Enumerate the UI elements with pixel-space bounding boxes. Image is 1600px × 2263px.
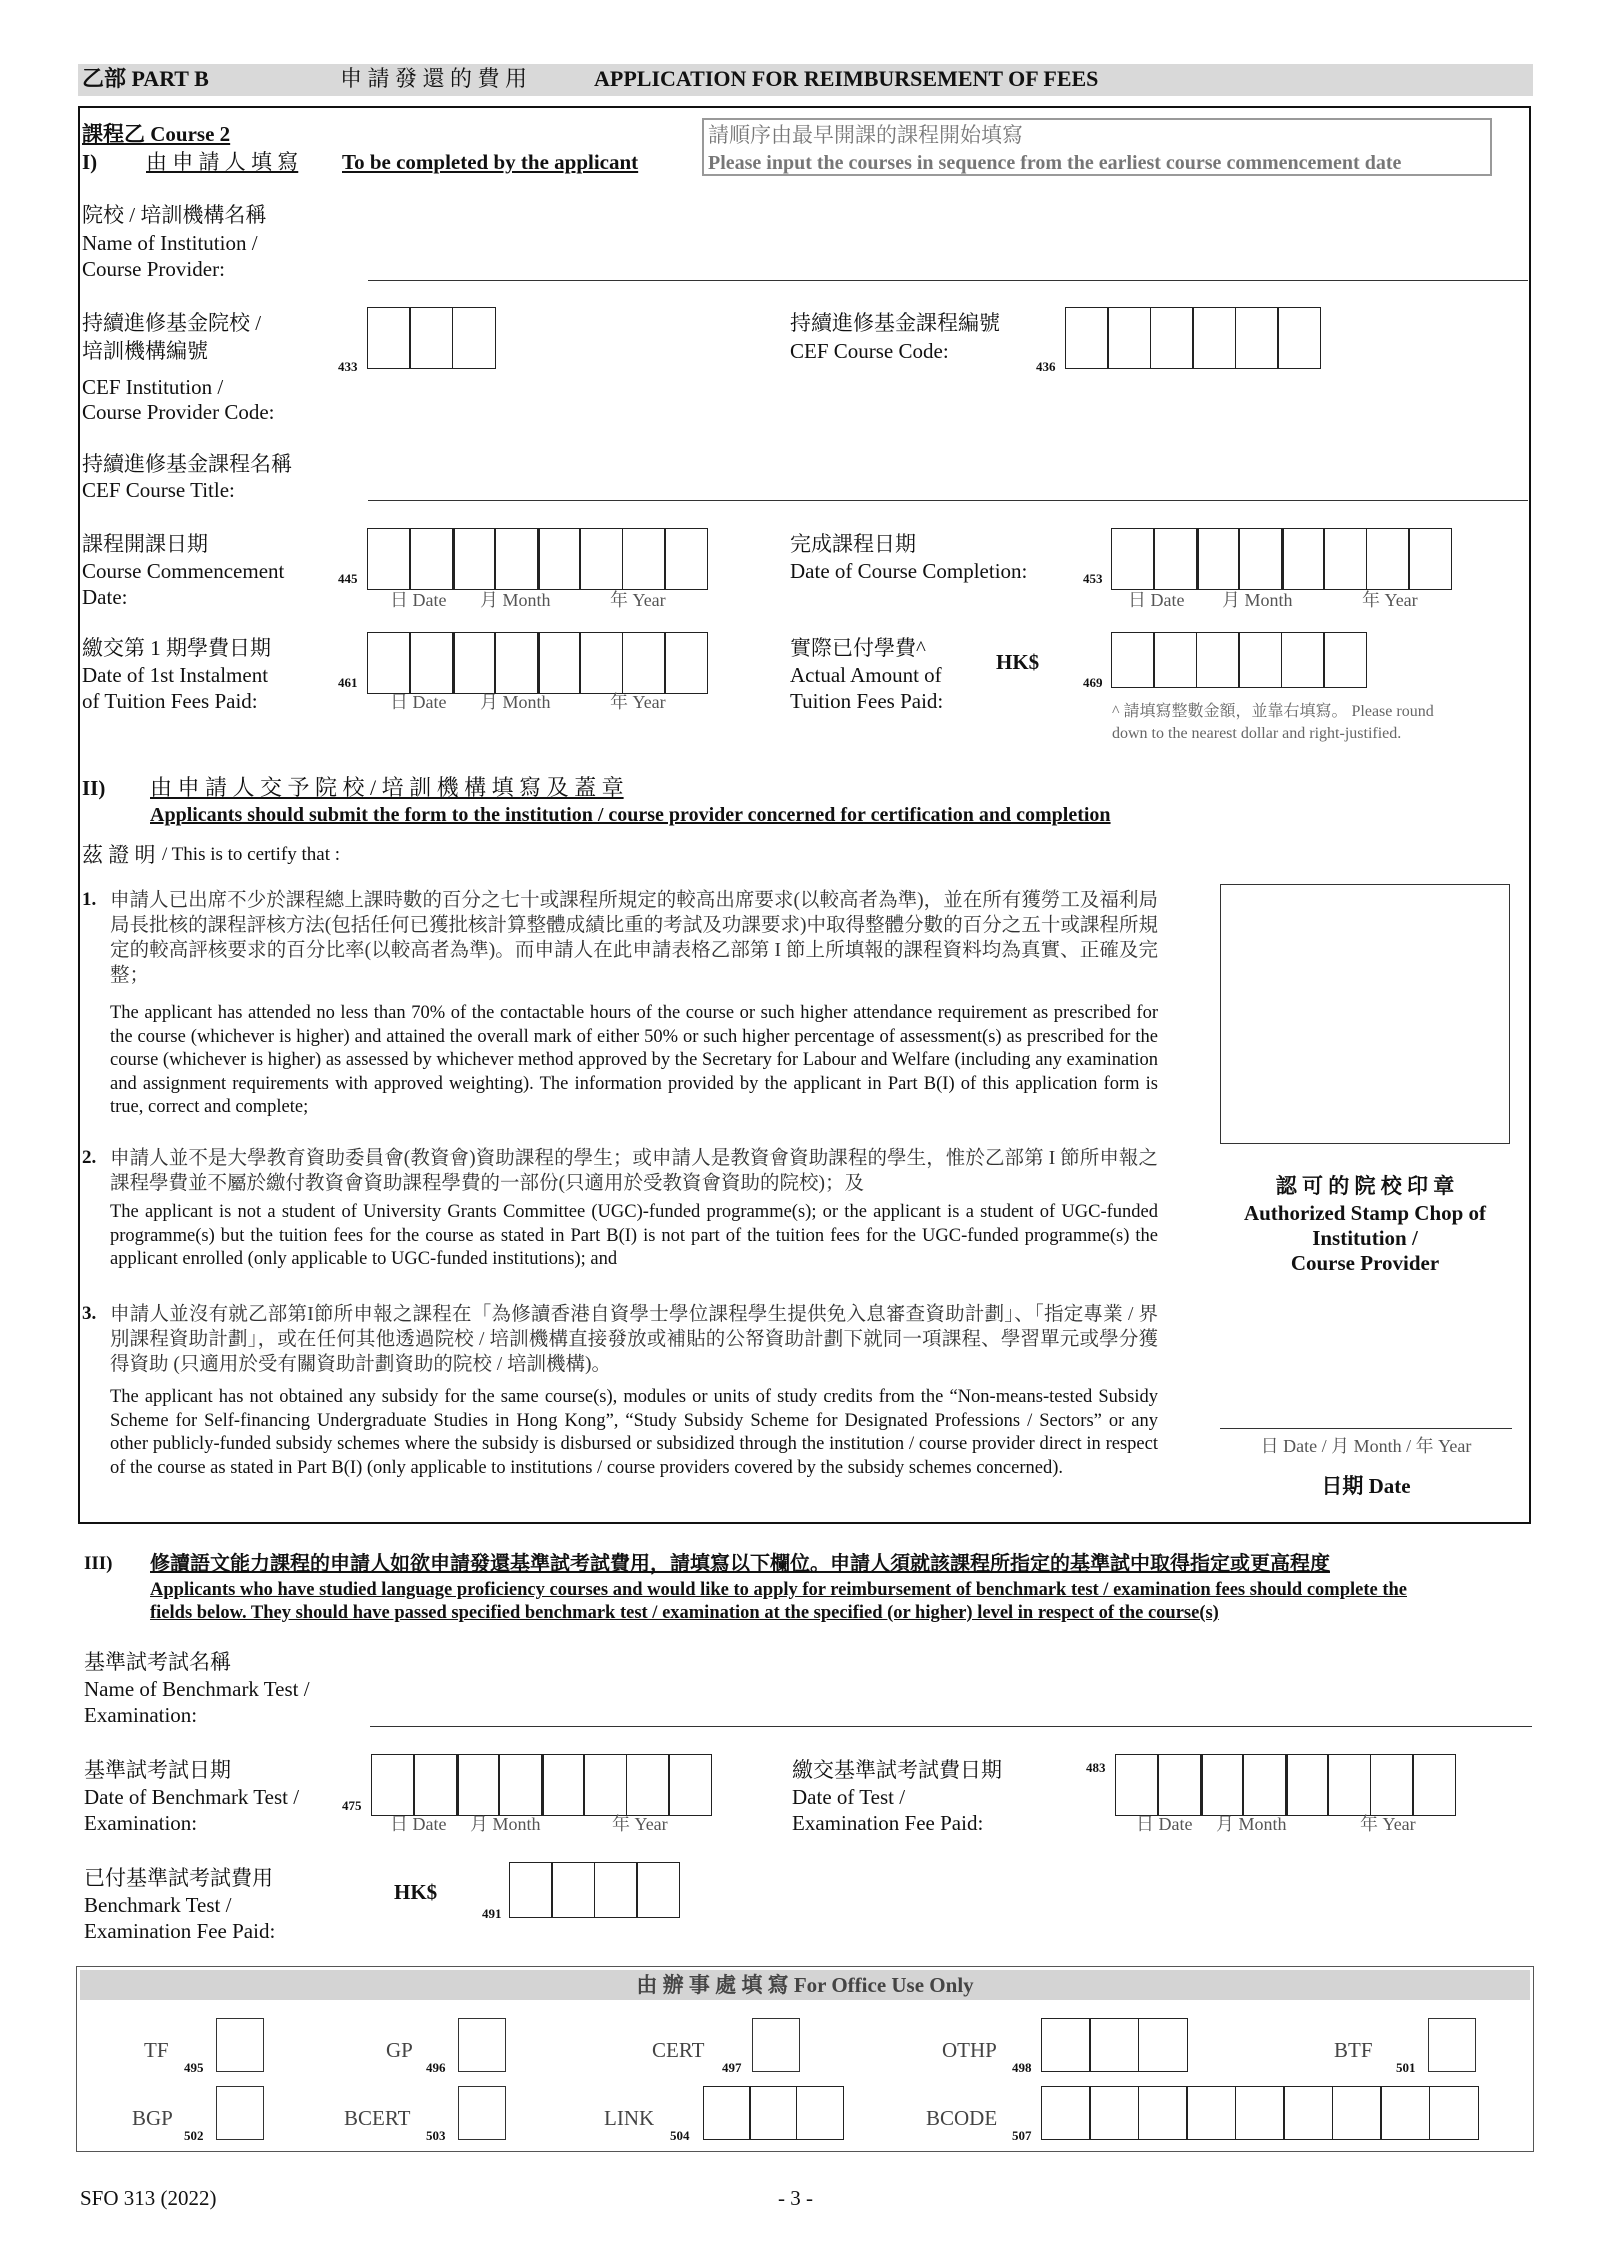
fee-date-field-code: 483 bbox=[1086, 1760, 1106, 1775]
cef-inst-en2: Course Provider Code: bbox=[82, 400, 275, 424]
section1-num: I) bbox=[82, 150, 98, 174]
fee-date-en2: Examination Fee Paid: bbox=[792, 1811, 984, 1835]
item-3-zh: 申請人並沒有就乙部第I節所申報之課程在「為修讀香港自資學士學位課程學生提供免入息審查資助計劃」、「指定專業 / 界別課程資助計劃」，或在任何其他透過院校 / 培訓機構直接發放或補貼的公帑資助計劃下就同一項課程、學習單元或學分獲得資助 (只適用於受有關資助計劃資助的院校 / 培訓機構)。 bbox=[110, 1304, 1158, 1375]
test-name-zh: 基準試考試名稱 bbox=[84, 1650, 231, 1674]
fee-paid-hkd: HK$ bbox=[394, 1880, 438, 1904]
form-number: SFO 313 (2022) bbox=[80, 2186, 217, 2210]
actual-en1: Actual Amount of bbox=[790, 663, 942, 687]
stamp-en1: Authorized Stamp Chop of bbox=[1243, 1201, 1487, 1225]
office-tf-label: TF bbox=[144, 2038, 169, 2062]
institution-name-en1: Name of Institution / bbox=[82, 231, 258, 255]
office-title: 由 辦 事 處 填 寫 For Office Use Only bbox=[636, 1973, 974, 1997]
cef-inst-code-boxes[interactable] bbox=[368, 307, 496, 369]
instalment-en1: Date of 1st Instalment bbox=[82, 663, 269, 687]
office-cert-label: CERT bbox=[652, 2038, 705, 2062]
test-month-label: 月 Month bbox=[470, 1814, 541, 1834]
office-cert-box[interactable] bbox=[752, 2018, 800, 2072]
test-date-en2: Examination: bbox=[84, 1811, 198, 1835]
sign-date-line: 日 Date / 月 Month / 年 Year bbox=[1260, 1436, 1472, 1456]
section2-title-en: Applicants should submit the form to the institution / course provider concerned for certification and completion bbox=[150, 804, 1111, 826]
completion-date-boxes[interactable] bbox=[1112, 528, 1452, 590]
office-btf-code: 501 bbox=[1396, 2060, 1416, 2075]
item-2-en: The applicant is not a student of University Grants Committee (UGC)-funded programme(s); or the applicant is a student of UGC-funded programme(s) but the tuition fees for the course as stated in Part B(I) is not part of the tuition fees for the UGC-funded programme(s) the applicant enrolled (only applicable to UGC-funded institutions); and bbox=[110, 1202, 1158, 1269]
commence-day-label: 日 Date bbox=[390, 590, 447, 610]
instalment-day-label: 日 Date bbox=[390, 692, 447, 712]
office-tf-box[interactable] bbox=[216, 2018, 264, 2072]
test-date-en1: Date of Benchmark Test / bbox=[84, 1785, 300, 1809]
commence-zh: 課程開課日期 bbox=[82, 532, 208, 556]
office-bgp-code: 502 bbox=[184, 2128, 204, 2143]
commence-field-code: 445 bbox=[338, 571, 358, 586]
cef-inst-field-code: 433 bbox=[338, 359, 358, 374]
office-btf-label: BTF bbox=[1334, 2038, 1373, 2062]
instalment-field-code: 461 bbox=[338, 675, 358, 690]
actual-en2: Tuition Fees Paid: bbox=[790, 689, 944, 713]
notice-en: Please input the courses in sequence from the earliest course commencement date bbox=[708, 152, 1402, 174]
commence-month-label: 月 Month bbox=[480, 590, 551, 610]
section1-title-en: To be completed by the applicant bbox=[342, 150, 639, 174]
office-link-label: LINK bbox=[604, 2106, 655, 2130]
actual-hkd: HK$ bbox=[996, 650, 1040, 674]
office-othp-boxes[interactable] bbox=[1042, 2018, 1188, 2072]
fee-year-label: 年 Year bbox=[1360, 1814, 1416, 1834]
page-number: - 3 - bbox=[778, 2186, 813, 2210]
office-gp-box[interactable] bbox=[458, 2018, 506, 2072]
fee-paid-field-code: 491 bbox=[482, 1906, 502, 1921]
header-title-zh: 申 請 發 還 的 費 用 bbox=[340, 66, 528, 91]
office-bgp-box[interactable] bbox=[216, 2086, 264, 2140]
section2-num: II) bbox=[82, 776, 106, 800]
item-3-en: The applicant has not obtained any subsidy for the same course(s), modules or units of study credits from the “Non-means-tested Subsidy Scheme for Self-financing Undergraduate Studies in Hong Kong”, “Study Subsidy Scheme for Designated Professions / Sectors” or any other publicly-funded subsidy schemes where the subsidy is disbursed or subsidized through the institution / course provider direct in respect of the course as stated in Part B(I) (only applicable to institutions / course providers covered by the subsidy schemes concerned). bbox=[110, 1387, 1158, 1478]
test-date-field-code: 475 bbox=[342, 1798, 362, 1813]
office-bcode-label: BCODE bbox=[926, 2106, 998, 2130]
institution-name-input[interactable] bbox=[368, 280, 1528, 281]
item-1-num: 1. bbox=[82, 889, 97, 910]
commence-date-boxes[interactable] bbox=[368, 528, 708, 590]
office-btf-box[interactable] bbox=[1428, 2018, 1476, 2072]
test-name-en2: Examination: bbox=[84, 1703, 198, 1727]
cef-inst-zh1: 持續進修基金院校 / bbox=[82, 311, 262, 335]
cef-course-code-zh: 持續進修基金課程編號 bbox=[790, 311, 1000, 335]
cef-course-code-boxes[interactable] bbox=[1066, 307, 1321, 369]
office-bcert-code: 503 bbox=[426, 2128, 446, 2143]
stamp-en2: Institution / bbox=[1312, 1226, 1418, 1250]
fee-date-en1: Date of Test / bbox=[792, 1785, 906, 1809]
fee-date-boxes[interactable] bbox=[1116, 1754, 1456, 1816]
instalment-date-boxes[interactable] bbox=[368, 632, 708, 694]
actual-field-code: 469 bbox=[1083, 675, 1103, 690]
fee-paid-en1: Benchmark Test / bbox=[84, 1893, 232, 1917]
section3-num: III) bbox=[84, 1553, 113, 1574]
stamp-box[interactable] bbox=[1220, 884, 1510, 1144]
round-note-2: down to the nearest dollar and right-justified. bbox=[1112, 725, 1402, 742]
section1-title-zh: 由 申 請 人 填 寫 bbox=[146, 150, 299, 174]
cef-course-code-en: CEF Course Code: bbox=[790, 339, 949, 363]
fee-paid-zh: 已付基準試考試費用 bbox=[84, 1866, 273, 1890]
instalment-zh: 繳交第 1 期學費日期 bbox=[82, 636, 271, 660]
certify-zh: 茲 證 明 bbox=[82, 843, 156, 867]
commence-en1: Course Commencement bbox=[82, 559, 285, 583]
fee-paid-en2: Examination Fee Paid: bbox=[84, 1919, 276, 1943]
completion-en: Date of Course Completion: bbox=[790, 559, 1028, 583]
sign-date-label: 日期 Date bbox=[1321, 1474, 1411, 1498]
completion-field-code: 453 bbox=[1083, 571, 1103, 586]
actual-zh: 實際已付學費^ bbox=[790, 636, 926, 660]
instalment-month-label: 月 Month bbox=[480, 692, 551, 712]
office-othp-label: OTHP bbox=[942, 2038, 997, 2062]
test-name-en1: Name of Benchmark Test / bbox=[84, 1677, 310, 1701]
item-2-num: 2. bbox=[82, 1147, 97, 1168]
office-link-boxes[interactable] bbox=[704, 2086, 844, 2140]
office-bcode-boxes[interactable] bbox=[1042, 2086, 1479, 2140]
stamp-zh: 認 可 的 院 校 印 章 bbox=[1275, 1174, 1455, 1198]
item-3-num: 3. bbox=[82, 1303, 97, 1324]
part-label: 乙部 PART B bbox=[82, 66, 209, 91]
office-othp-code: 498 bbox=[1012, 2060, 1032, 2075]
section3-title-en2: fields below. They should have passed specified benchmark test / examination at the specified (or higher) level in respect of the course(s) bbox=[150, 1603, 1219, 1623]
item-2-zh: 申請人並不是大學教育資助委員會(教資會)資助課程的學生；或申請人是教資會資助課程的學生，惟於乙部第 I 節所申報之課程學費並不屬於繳付教資會資助課程學費的一部份(只適用於受教資會資助的院校)；及 bbox=[110, 1148, 1158, 1194]
item-1-en: The applicant has attended no less than 70% of the contactable hours of the course or such higher attendance requirement as prescribed for the course (whichever is higher) and attained the overall mark of either 50% or such higher percentage of assessment(s) as prescribed for the course (whichever is higher) as assessed by whichever method approved by the Secretary for Labour and Welfare (including any examination and assignment requirements with approved weighting). The information provided by the applicant in Part B(I) of this application form is true, correct and complete; bbox=[110, 1003, 1158, 1117]
notice-zh: 請順序由最早開課的課程開始填寫 bbox=[708, 123, 1023, 147]
cef-inst-zh2: 培訓機構編號 bbox=[82, 339, 208, 363]
instalment-en2: of Tuition Fees Paid: bbox=[82, 689, 258, 713]
office-bcode-code: 507 bbox=[1012, 2128, 1032, 2143]
fee-month-label: 月 Month bbox=[1216, 1814, 1287, 1834]
fee-date-zh: 繳交基準試考試費日期 bbox=[792, 1758, 1002, 1782]
test-date-zh: 基準試考試日期 bbox=[84, 1758, 231, 1782]
actual-amount-boxes[interactable] bbox=[1112, 632, 1367, 688]
commence-year-label: 年 Year bbox=[610, 590, 666, 610]
office-bcert-box[interactable] bbox=[458, 2086, 506, 2140]
cef-inst-en1: CEF Institution / bbox=[82, 375, 224, 399]
certify-en: / This is to certify that : bbox=[162, 844, 341, 865]
test-date-boxes[interactable] bbox=[372, 1754, 712, 1816]
completion-year-label: 年 Year bbox=[1362, 590, 1418, 610]
institution-name-en2: Course Provider: bbox=[82, 257, 225, 281]
completion-day-label: 日 Date bbox=[1128, 590, 1185, 610]
cef-title-zh: 持續進修基金課程名稱 bbox=[82, 452, 292, 476]
office-bgp-label: BGP bbox=[132, 2106, 173, 2130]
stamp-en3: Course Provider bbox=[1290, 1251, 1440, 1275]
office-gp-label: GP bbox=[386, 2038, 413, 2062]
fee-paid-boxes[interactable] bbox=[510, 1862, 680, 1918]
cef-course-field-code: 436 bbox=[1036, 359, 1056, 374]
completion-zh: 完成課程日期 bbox=[790, 532, 916, 556]
office-cert-code: 497 bbox=[722, 2060, 742, 2075]
item-1-zh: 申請人已出席不少於課程總上課時數的百分之七十或課程所規定的較高出席要求(以較高者為準)，並在所有獲勞工及福利局局長批核的課程評核方法(包括任何已獲批核計算整體成績比重的考試及功課要求)中取得整體分數的百分之五十或課程所規定的較高評核要求的百分比率(以較高者為準)。而申請人在此申請表格乙部第 I 節上所填報的課程資料均為真實、正確及完整； bbox=[110, 890, 1158, 986]
office-link-code: 504 bbox=[670, 2128, 690, 2143]
section3-title-zh: 修讀語文能力課程的申請人如欲申請發還基準試考試費用，請填寫以下欄位。申請人須就該課程所指定的基準試中取得指定或更高程度 bbox=[150, 1553, 1330, 1575]
round-note-1: ^ 請填寫整數金額，並靠右填寫。 Please round bbox=[1112, 703, 1434, 720]
course-label: 課程乙 Course 2 bbox=[82, 122, 231, 146]
office-tf-code: 495 bbox=[184, 2060, 204, 2075]
fee-day-label: 日 Date bbox=[1136, 1814, 1193, 1834]
institution-name-zh: 院校 / 培訓機構名稱 bbox=[82, 203, 267, 227]
cef-title-input[interactable] bbox=[368, 500, 1528, 501]
commence-en2: Date: bbox=[82, 585, 128, 609]
office-bcert-label: BCERT bbox=[344, 2106, 411, 2130]
section2-title-zh: 由 申 請 人 交 予 院 校 / 培 訓 機 構 填 寫 及 蓋 章 bbox=[150, 775, 624, 800]
sign-date-input[interactable] bbox=[1220, 1428, 1512, 1429]
test-year-label: 年 Year bbox=[612, 1814, 668, 1834]
cef-title-en: CEF Course Title: bbox=[82, 478, 235, 502]
test-name-input[interactable] bbox=[370, 1726, 1532, 1727]
test-day-label: 日 Date bbox=[390, 1814, 447, 1834]
section3-title-en1: Applicants who have studied language proficiency courses and would like to apply for reimbursement of benchmark test / examination fees should complete the bbox=[150, 1580, 1407, 1600]
instalment-year-label: 年 Year bbox=[610, 692, 666, 712]
office-gp-code: 496 bbox=[426, 2060, 446, 2075]
header-title-en: APPLICATION FOR REIMBURSEMENT OF FEES bbox=[594, 66, 1099, 91]
completion-month-label: 月 Month bbox=[1222, 590, 1293, 610]
